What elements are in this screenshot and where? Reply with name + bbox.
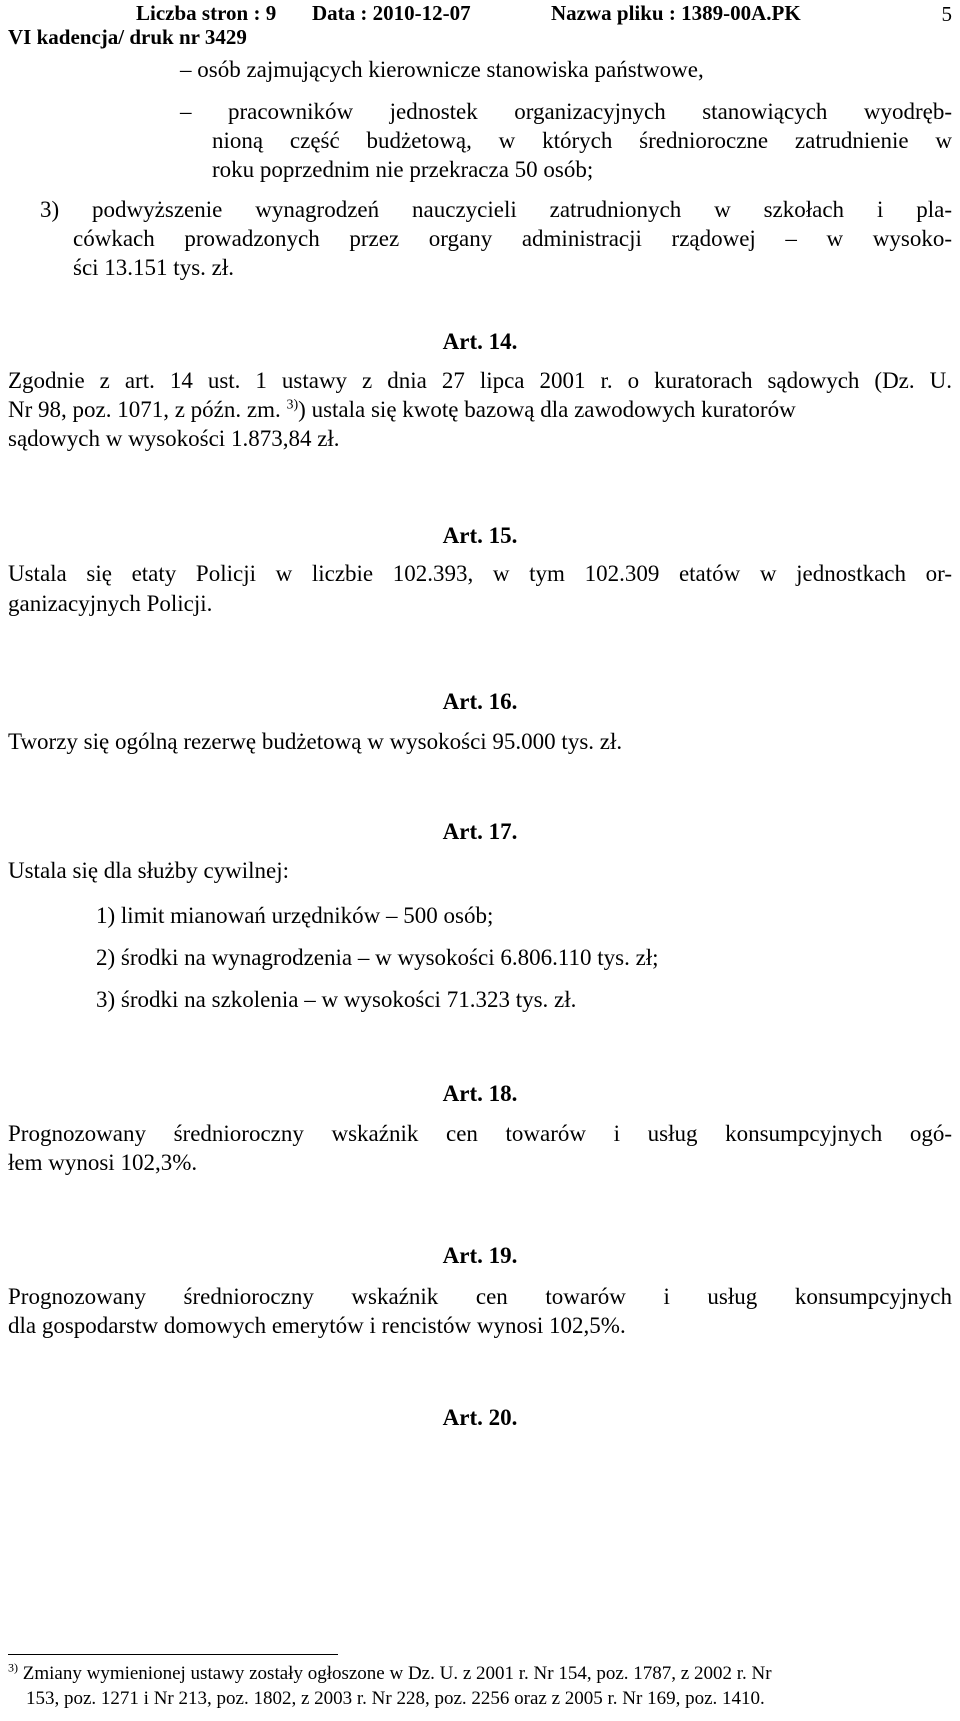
list-item: 3) środki na szkolenia – w wysokości 71.323 tys. zł.	[96, 987, 577, 1012]
article-heading: Art. 17.	[442, 819, 518, 844]
footnote-marker: 3)	[8, 1660, 18, 1675]
footnote-line: 153, poz. 1271 i Nr 213, poz. 1802, z 2003 r. Nr 228, poz. 2256 oraz z 2005 r. Nr 169, poz. 1410.	[26, 1688, 765, 1709]
list-item: 1) limit mianowań urzędników – 500 osób;	[96, 903, 494, 928]
list-item: 3) podwyższenie wynagrodzeń nauczycieli zatrudnionych w szkołach i pla-	[40, 197, 952, 222]
paragraph-line: łem wynosi 102,3%.	[8, 1150, 198, 1175]
list-item-continuation: roku poprzednim nie przekracza 50 osób;	[212, 157, 594, 182]
article-heading: Art. 15.	[442, 523, 518, 548]
article-heading: Art. 20.	[442, 1405, 518, 1430]
citation-text: Nr 98, poz. 1071, z późn. zm.	[8, 397, 281, 422]
paragraph-line: Ustala się etaty Policji w liczbie 102.393, w tym 102.309 etatów w jednostkach or-	[8, 561, 952, 586]
paragraph-line: Tworzy się ogólną rezerwę budżetową w wysokości 95.000 tys. zł.	[8, 729, 623, 754]
paragraph-line: Prognozowany średnioroczny wskaźnik cen towarów i usług konsumpcyjnych ogó-	[8, 1121, 952, 1146]
list-item: – pracowników jednostek organizacyjnych stanowiących wyodręb-	[180, 99, 952, 124]
list-item-continuation: nioną część budżetową, w których średnioroczne zatrudnienie w	[212, 128, 952, 153]
paragraph-line: ganizacyjnych Policji.	[8, 591, 213, 616]
paragraph-line	[8, 396, 796, 424]
paragraph-line: sądowych w wysokości 1.873,84 zł.	[8, 426, 340, 451]
header-print-number: VI kadencja/ druk nr 3429	[8, 25, 247, 49]
header-filename: Nazwa pliku : 1389-00A.PK	[551, 1, 801, 25]
footnote-line	[8, 1662, 772, 1686]
footnote-reference: 3)	[286, 397, 299, 413]
list-item-continuation: cówkach prowadzonych przez organy administracji rządowej – w wysoko-	[73, 226, 952, 251]
article-heading: Art. 14.	[442, 329, 518, 354]
footnote-separator	[8, 1654, 338, 1655]
list-item-continuation: ści 13.151 tys. zł.	[73, 255, 234, 280]
paragraph-line: Zgodnie z art. 14 ust. 1 ustawy z dnia 27 lipca 2001 r. o kuratorach sądowych (Dz. U.	[8, 368, 952, 393]
article-heading: Art. 18.	[442, 1081, 518, 1106]
paragraph-line: Ustala się dla służby cywilnej:	[8, 858, 290, 883]
article-heading: Art. 16.	[442, 689, 518, 714]
page-number: 5	[941, 2, 952, 26]
header-date: Data : 2010-12-07	[312, 1, 471, 25]
paragraph-line: Prognozowany średnioroczny wskaźnik cen towarów i usług konsumpcyjnych	[8, 1284, 952, 1309]
list-item: 2) środki na wynagrodzenia – w wysokości 6.806.110 tys. zł;	[96, 945, 659, 970]
header-page-count: Liczba stron : 9	[136, 1, 277, 25]
paragraph-line: dla gospodarstw domowych emerytów i rencistów wynosi 102,5%.	[8, 1313, 626, 1338]
footnote-text: Zmiany wymienionej ustawy zostały ogłoszone w Dz. U. z 2001 r. Nr 154, poz. 1787, z 2002 r. Nr	[22, 1663, 772, 1684]
article-heading: Art. 19.	[442, 1243, 518, 1268]
paragraph-text: ) ustala się kwotę bazową dla zawodowych kuratorów	[298, 397, 796, 422]
list-item: – osób zajmujących kierownicze stanowiska państwowe,	[180, 57, 704, 82]
